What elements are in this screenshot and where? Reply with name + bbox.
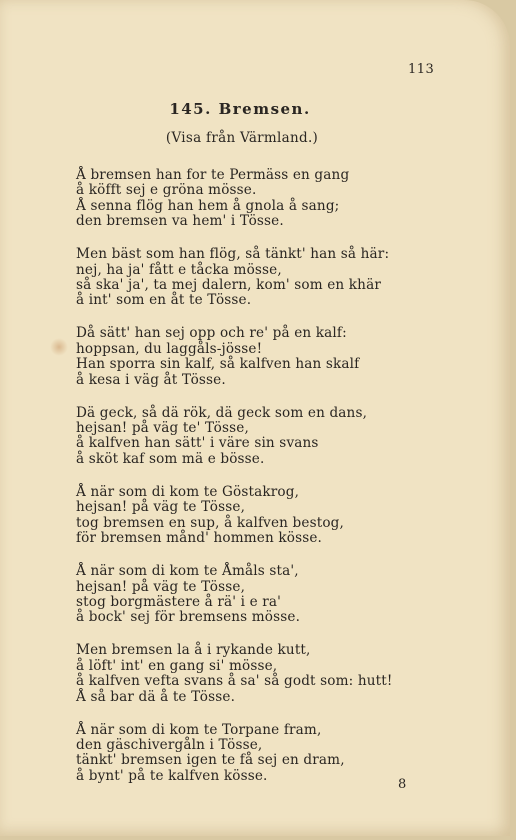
verse-line: å sköt kaf som mä e bösse. — [76, 450, 265, 467]
verse-line: å bynt' på te kalfven kösse. — [76, 767, 268, 784]
verse-line: å bock' sej för bremsens mösse. — [76, 609, 301, 626]
verse-line: Å senna flög han hem å gnola å sang; — [76, 197, 340, 214]
verse-line: den bremsen va hem' i Tösse. — [76, 213, 284, 230]
verse-line: hejsan! på väg te Tösse, — [76, 578, 246, 595]
song-text — [76, 168, 506, 802]
verse-line: Å bremsen han for te Permäss en gang — [76, 167, 350, 183]
stanza — [76, 485, 506, 547]
verse-line: Å när som di kom te Göstakrog, — [76, 483, 300, 500]
verse-line: Å när som di kom te Torpane fram, — [76, 721, 322, 738]
verse-line: Då sätt' han sej opp och re' på en kalf: — [76, 325, 347, 342]
verse-line: Dä geck, så dä rök, dä geck som en dans, — [76, 404, 368, 421]
verse-line: å köfft sej e gröna mösse. — [76, 182, 257, 199]
song-title: 145. Bremsen. — [169, 100, 311, 118]
verse-line: tog bremsen en sup, å kalfven bestog, — [76, 514, 344, 531]
verse-line: Å så bar dä å te Tösse. — [76, 688, 236, 705]
verse-line: å int' som en åt te Tösse. — [76, 292, 252, 309]
verse-line: tänkt' bremsen igen te få sej en dram, — [76, 752, 345, 769]
verse-line: hoppsan, du laggåls-jösse! — [76, 340, 263, 357]
verse-line: å löft' int' en gang si' mösse, — [76, 657, 278, 674]
verse-line: Men bremsen la å i rykande kutt, — [76, 642, 311, 659]
verse-line: Å när som di kom te Åmåls sta', — [76, 563, 299, 580]
stanza — [76, 643, 506, 705]
stanza — [76, 168, 506, 230]
stanza — [76, 564, 506, 626]
stanza — [76, 723, 506, 785]
signature-mark: 8 — [398, 777, 407, 792]
song-subtitle: (Visa från Värmland.) — [165, 130, 319, 146]
verse-line: å kesa i väg åt Tösse. — [76, 371, 226, 388]
verse-line: hejsan! på väg te Tösse, — [76, 499, 246, 516]
verse-line: nej, ha ja' fått e tåcka mösse, — [76, 261, 282, 278]
verse-line: stog borgmästere å rä' i e ra' — [76, 593, 282, 610]
stanza — [76, 326, 506, 388]
page-number: 113 — [408, 62, 435, 77]
verse-line: Han sporra sin kalf, så kalfven han skalf — [76, 356, 360, 373]
verse-line: å kalfven han sätt' i väre sin svans — [76, 435, 319, 452]
paper-stain — [50, 338, 68, 356]
verse-line: den gäschivergåln i Tösse, — [76, 736, 263, 753]
verse-line: hejsan! på väg te' Tösse, — [76, 420, 249, 437]
verse-line: så ska' ja', ta mej dalern, kom' som en khär — [76, 277, 381, 294]
stanza — [76, 247, 506, 309]
stanza — [76, 406, 506, 468]
verse-line: för bremsen månd' hommen kösse. — [76, 530, 323, 547]
verse-line: å kalfven vefta svans å sa' så godt som: hutt! — [76, 673, 393, 690]
verse-line: Men bäst som han flög, så tänkt' han så här: — [76, 246, 390, 263]
